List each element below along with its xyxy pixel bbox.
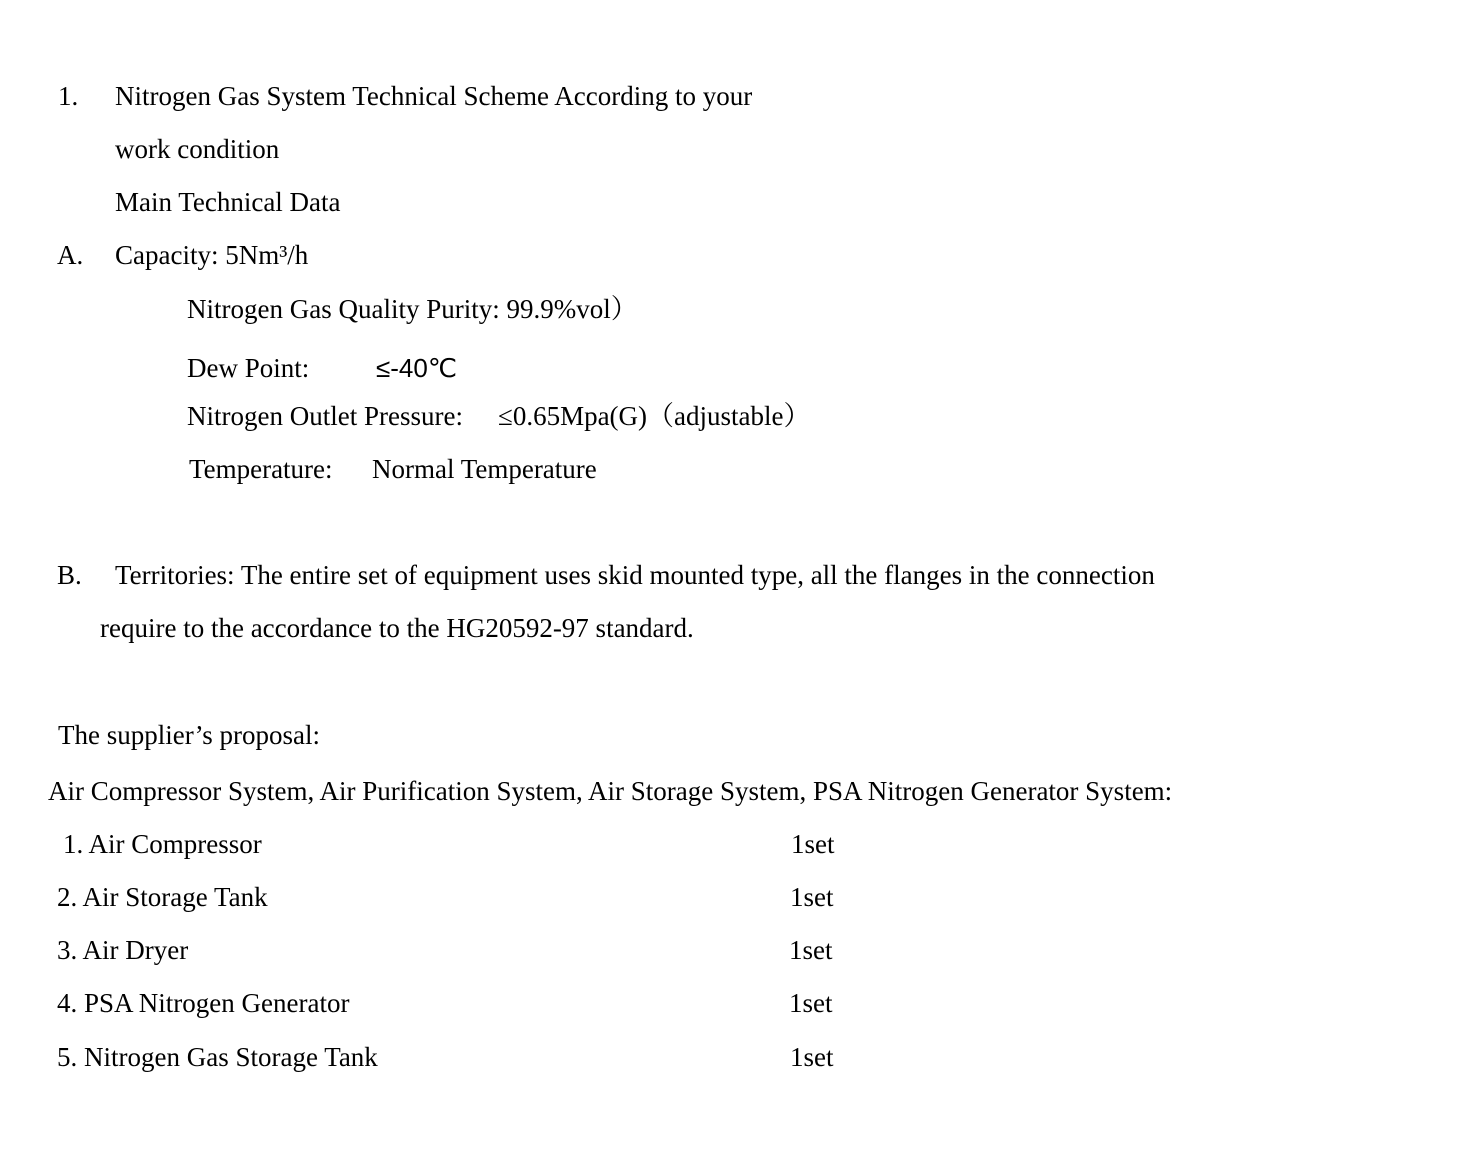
purity-text: Nitrogen Gas Quality Purity: 99.9%vol）	[187, 294, 638, 324]
equipment-item-qty: 1set	[789, 988, 833, 1018]
temperature-value: Normal Temperature	[372, 454, 597, 484]
equipment-item-qty: 1set	[790, 1042, 834, 1072]
equipment-item-name: 1. Air Compressor	[63, 829, 262, 859]
equipment-item-qty: 1set	[790, 882, 834, 912]
proposal-heading: The supplier’s proposal:	[58, 720, 320, 750]
section-b-letter: B.	[57, 560, 82, 590]
equipment-item-name: 2. Air Storage Tank	[57, 882, 268, 912]
systems-list: Air Compressor System, Air Purification System, Air Storage System, PSA Nitrogen Generator System:	[48, 776, 1173, 806]
territories-line1: Territories: The entire set of equipment uses skid mounted type, all the flanges in the connection	[115, 560, 1155, 590]
dew-point-value: ≤-40℃	[376, 353, 458, 383]
section-a-letter: A.	[57, 240, 84, 270]
section-1-title-line1: Nitrogen Gas System Technical Scheme According to your	[115, 81, 753, 111]
equipment-item-name: 4. PSA Nitrogen Generator	[57, 988, 350, 1018]
main-technical-data-heading: Main Technical Data	[115, 187, 341, 217]
equipment-item-qty: 1set	[791, 829, 835, 859]
territories-line2: require to the accordance to the HG20592-97 standard.	[100, 613, 694, 643]
dew-point-label: Dew Point:	[187, 353, 310, 383]
equipment-item-name: 3. Air Dryer	[57, 935, 189, 965]
temperature-label: Temperature:	[189, 454, 333, 484]
section-1-title-line2: work condition	[115, 134, 280, 164]
equipment-item-name: 5. Nitrogen Gas Storage Tank	[57, 1042, 378, 1072]
section-1-number: 1.	[58, 81, 79, 111]
outlet-pressure-label: Nitrogen Outlet Pressure:	[187, 401, 463, 431]
equipment-item-qty: 1set	[789, 935, 833, 965]
outlet-pressure-value: ≤0.65Mpa(G)（adjustable）	[498, 401, 811, 431]
capacity-text: Capacity: 5Nm³/h	[115, 240, 309, 270]
